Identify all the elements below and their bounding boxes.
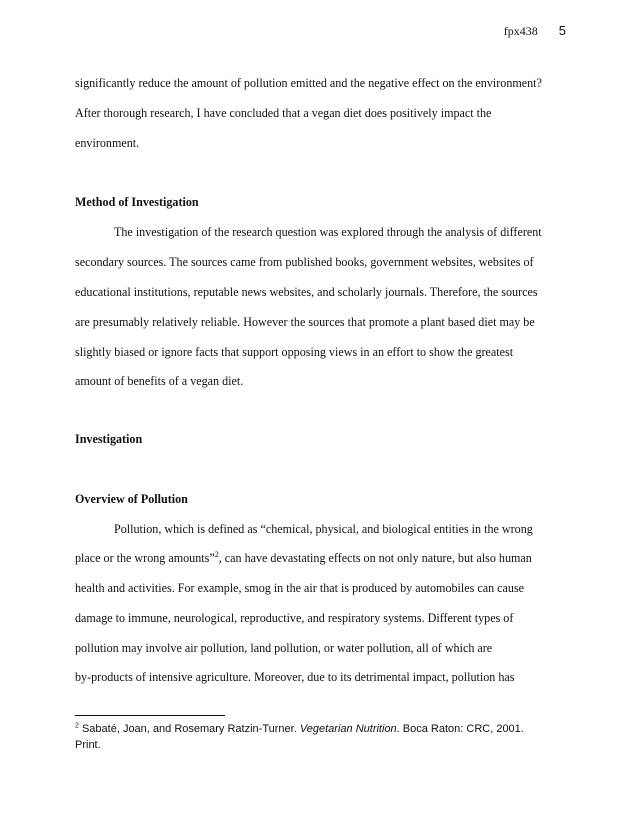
footnote	[75, 722, 524, 736]
body-line: amount of benefits of a vegan diet.	[75, 374, 244, 388]
section-heading-method: Method of Investigation	[75, 195, 199, 209]
body-line: The investigation of the research question was explored through the analysis of different	[114, 225, 542, 239]
subsection-heading-pollution: Overview of Pollution	[75, 492, 188, 506]
page-number: 5	[558, 23, 566, 38]
footnote-title: Vegetarian Nutrition	[299, 723, 397, 735]
body-line: pollution may involve air pollution, land pollution, or water pollution, all of which are	[75, 641, 493, 655]
body-line: are presumably relatively reliable. However the sources that promote a plant based diet may be	[75, 315, 535, 329]
body-line: educational institutions, reputable news websites, and scholarly journals. Therefore, the sources	[75, 285, 538, 299]
running-header	[504, 23, 566, 39]
body-line: damage to immune, neurological, reproductive, and respiratory systems. Different types of	[75, 611, 514, 625]
body-line: by-products of intensive agriculture. Moreover, due to its detrimental impact, pollution has	[75, 670, 515, 684]
body-line: Pollution, which is defined as “chemical, physical, and biological entities in the wrong	[114, 522, 533, 536]
footnote-reference: 2	[214, 549, 219, 559]
footnote-publication: . Boca Raton: CRC, 2001.	[396, 723, 524, 735]
footnote-line-2: Print.	[75, 739, 101, 751]
footnote-authors: Sabaté, Joan, and Rosemary Ratzin-Turner.	[78, 723, 300, 735]
body-line: significantly reduce the amount of pollution emitted and the negative effect on the environment?	[75, 76, 542, 90]
header-code: fpx438	[503, 24, 538, 38]
footnote-marker: 2	[75, 722, 79, 730]
section-heading-investigation: Investigation	[75, 432, 143, 446]
body-line-with-footnote	[75, 551, 532, 565]
body-line: After thorough research, I have concluded that a vegan diet does positively impact the	[75, 106, 492, 120]
body-line: secondary sources. The sources came from published books, government websites, websites of	[75, 255, 534, 269]
body-line: health and activities. For example, smog in the air that is produced by automobiles can cause	[75, 581, 525, 595]
body-text: place or the wrong amounts”	[75, 551, 215, 565]
body-line: slightly biased or ignore facts that support opposing views in an effort to show the greatest	[75, 345, 514, 359]
body-line: environment.	[75, 136, 140, 150]
body-text: , can have devastating effects on not only nature, but also human	[218, 551, 532, 565]
footnote-separator	[75, 715, 225, 716]
